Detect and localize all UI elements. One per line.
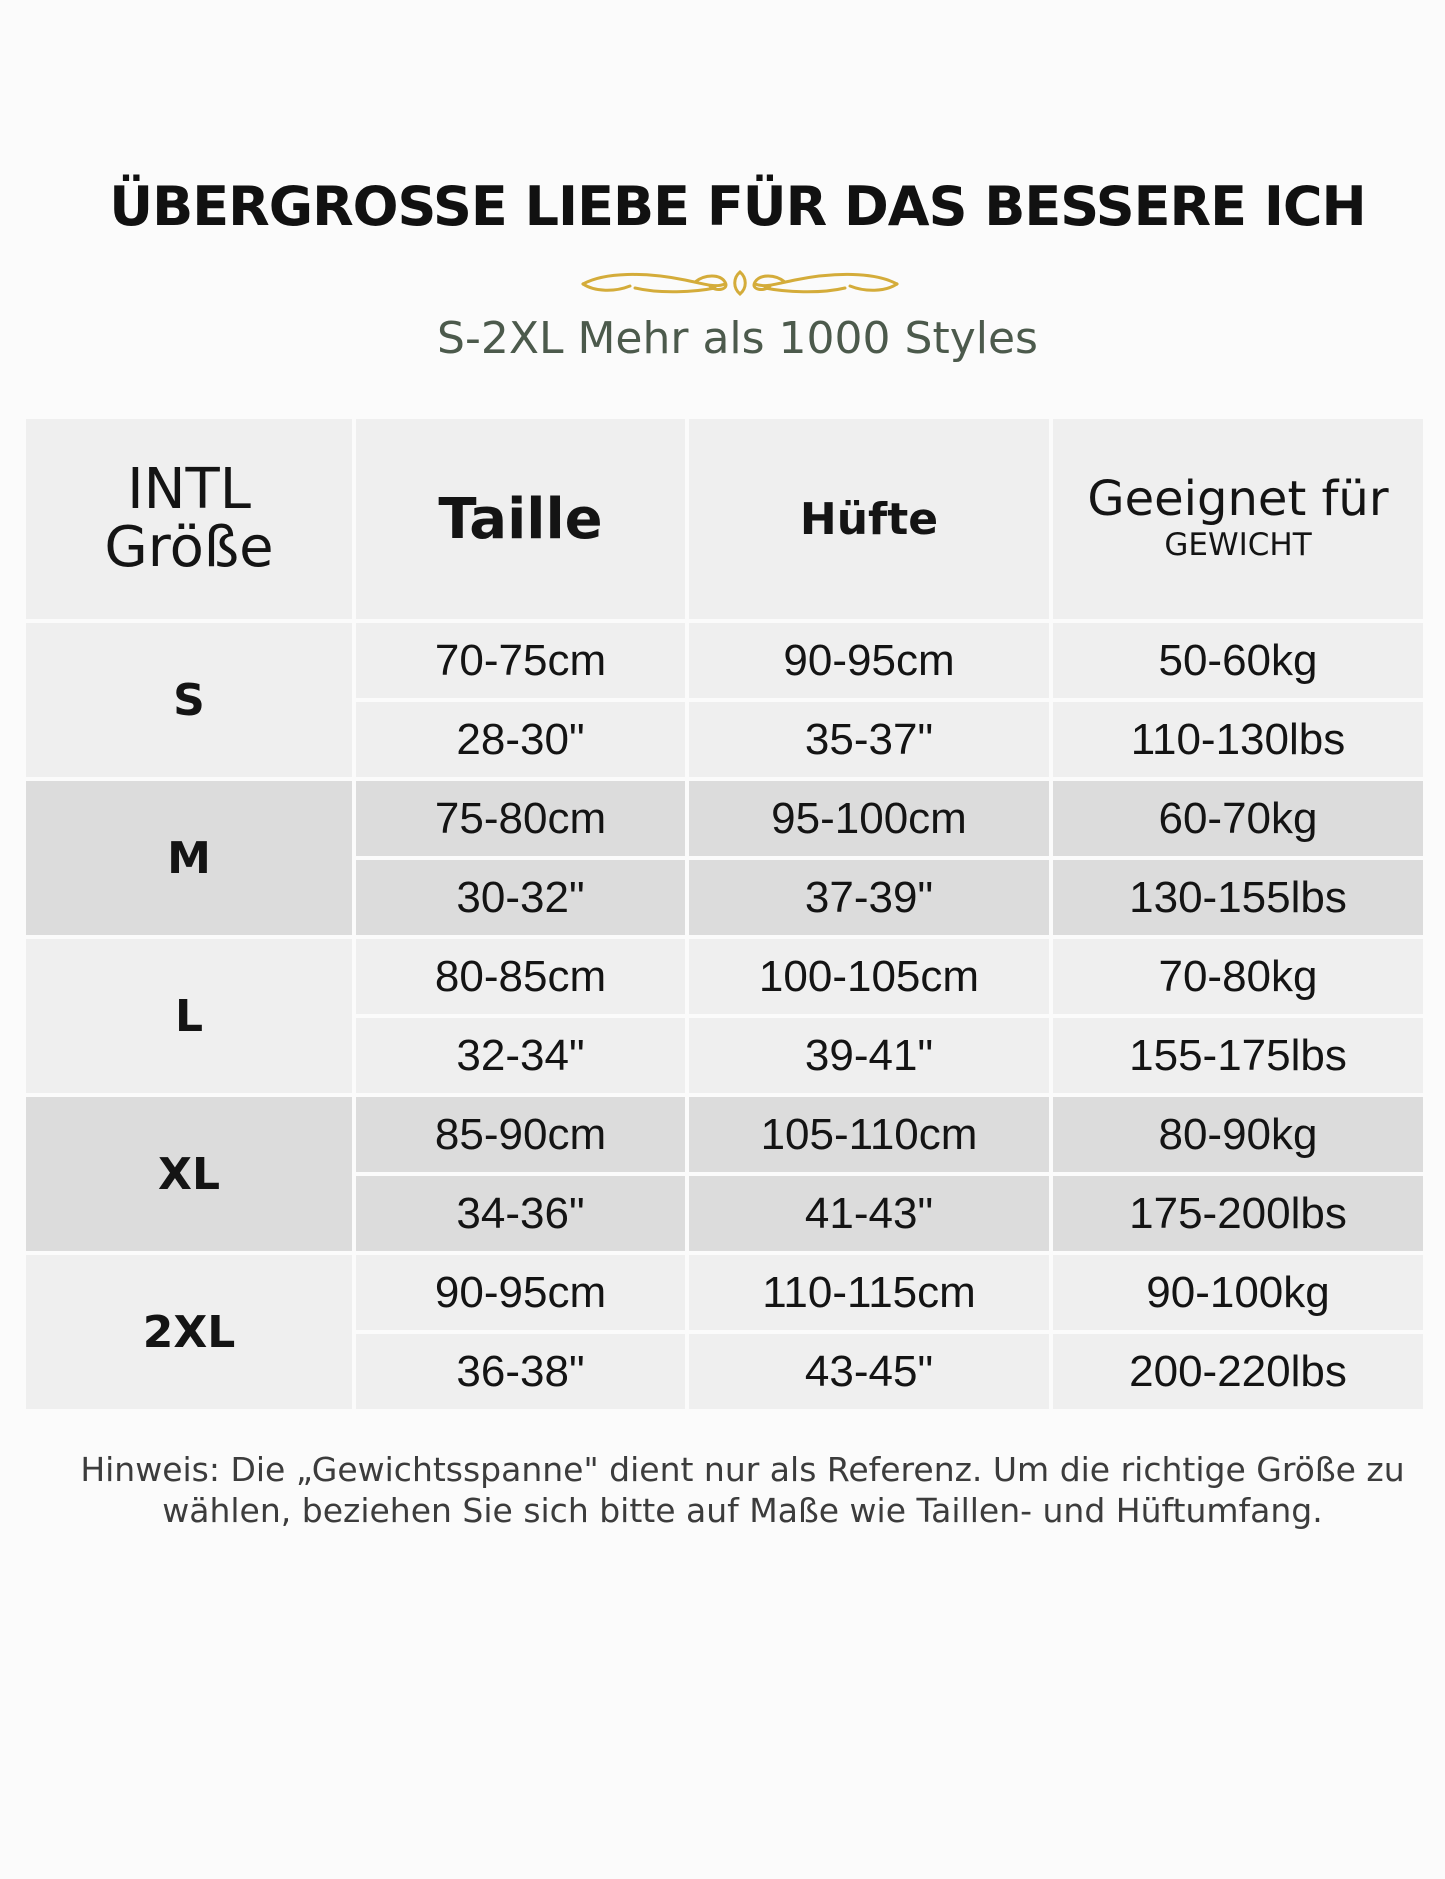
size-label: 2XL	[24, 1253, 354, 1411]
huefte-inch-cell: 43-45"	[687, 1332, 1051, 1411]
huefte-inch-cell: 41-43"	[687, 1174, 1051, 1253]
size-label: S	[24, 621, 354, 779]
header-intl-size	[24, 417, 354, 621]
huefte-cm-cell: 95-100cm	[687, 779, 1051, 858]
huefte-cm-cell: 105-110cm	[687, 1095, 1051, 1174]
taille-cm-cell: 80-85cm	[354, 937, 687, 1016]
huefte-inch-cell: 35-37"	[687, 700, 1051, 779]
huefte-inch-cell: 37-39"	[687, 858, 1051, 937]
gewicht-kg-cell: 90-100kg	[1051, 1253, 1425, 1332]
taille-cm-cell: 70-75cm	[354, 621, 687, 700]
size-label: M	[24, 779, 354, 937]
gewicht-lbs-cell: 130-155lbs	[1051, 858, 1425, 937]
gewicht-lbs-cell: 155-175lbs	[1051, 1016, 1425, 1095]
table-row	[24, 779, 1425, 858]
table-row	[24, 621, 1425, 700]
header-gewicht	[1051, 417, 1425, 621]
disclaimer-line-1: Hinweis: Die „Gewichtsspanne" dient nur als Referenz. Um die richtige Größe zu	[80, 1450, 1405, 1489]
size-chart-table	[22, 415, 1427, 1413]
subtitle: S-2XL Mehr als 1000 Styles	[437, 313, 1038, 364]
page-title: ÜBERGROSSE LIEBE FÜR DAS BESSERE ICH	[109, 175, 1366, 238]
huefte-cm-cell: 90-95cm	[687, 621, 1051, 700]
header-geeignet-label: Geeignet für	[1087, 471, 1389, 527]
taille-inch-cell: 34-36"	[354, 1174, 687, 1253]
header-huefte	[687, 417, 1051, 621]
header-gewicht-label: GEWICHT	[1164, 527, 1312, 563]
table-row	[24, 1253, 1425, 1332]
gewicht-kg-cell: 60-70kg	[1051, 779, 1425, 858]
huefte-inch-cell: 39-41"	[687, 1016, 1051, 1095]
size-label: L	[24, 937, 354, 1095]
gewicht-kg-cell: 80-90kg	[1051, 1095, 1425, 1174]
taille-inch-cell: 32-34"	[354, 1016, 687, 1095]
header-taille	[354, 417, 687, 621]
disclaimer-note	[40, 1449, 1445, 1531]
gewicht-lbs-cell: 110-130lbs	[1051, 700, 1425, 779]
huefte-cm-cell: 100-105cm	[687, 937, 1051, 1016]
huefte-cm-cell: 110-115cm	[687, 1253, 1051, 1332]
taille-inch-cell: 28-30"	[354, 700, 687, 779]
header-size-label: Größe	[104, 515, 274, 580]
taille-inch-cell: 36-38"	[354, 1332, 687, 1411]
taille-inch-cell: 30-32"	[354, 858, 687, 937]
taille-cm-cell: 90-95cm	[354, 1253, 687, 1332]
gewicht-kg-cell: 50-60kg	[1051, 621, 1425, 700]
header-taille-label: Taille	[438, 486, 603, 552]
gewicht-lbs-cell: 175-200lbs	[1051, 1174, 1425, 1253]
gewicht-kg-cell: 70-80kg	[1051, 937, 1425, 1016]
disclaimer-line-2: wählen, beziehen Sie sich bitte auf Maße wie Taillen- und Hüftumfang.	[162, 1491, 1323, 1530]
taille-cm-cell: 75-80cm	[354, 779, 687, 858]
ornament-divider-icon	[575, 262, 905, 302]
gewicht-lbs-cell: 200-220lbs	[1051, 1332, 1425, 1411]
taille-cm-cell: 85-90cm	[354, 1095, 687, 1174]
table-header-row	[24, 417, 1425, 621]
table-row	[24, 937, 1425, 1016]
size-label: XL	[24, 1095, 354, 1253]
header-huefte-label: Hüfte	[799, 493, 939, 545]
table-row	[24, 1095, 1425, 1174]
header-intl-label: INTL	[127, 457, 251, 522]
